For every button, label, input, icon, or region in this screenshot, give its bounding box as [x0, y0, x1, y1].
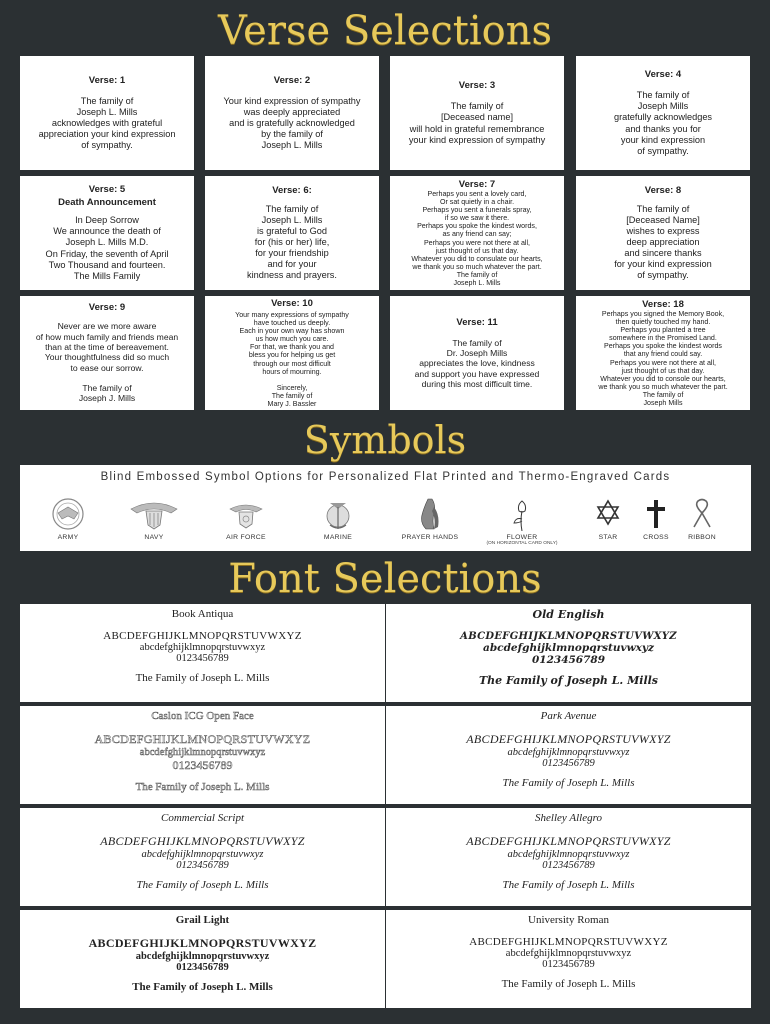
- font-card-university-roman[interactable]: [386, 910, 751, 1008]
- symbol-label: AIR FORCE: [226, 534, 266, 541]
- verse-title: Verse: 4: [644, 69, 682, 81]
- font-digits: 0123456789: [542, 959, 595, 970]
- font-name: Caslon ICG Open Face: [151, 710, 254, 722]
- symbol-label: PRAYER HANDS: [401, 534, 459, 541]
- font-selections-title: Font Selections: [228, 556, 542, 602]
- flower-icon: [502, 497, 542, 531]
- font-sample: The Family of Joseph L. Mills: [502, 879, 635, 891]
- font-name: Book Antiqua: [171, 608, 234, 620]
- verse-card-5[interactable]: [20, 176, 194, 290]
- font-digits: 0123456789: [531, 654, 606, 666]
- symbol-note: (ON HORIZONTAL CARD ONLY): [486, 541, 558, 546]
- symbol-marine[interactable]: [298, 497, 378, 541]
- symbol-label: MARINE: [323, 534, 353, 541]
- verse-card-6[interactable]: [205, 176, 379, 290]
- verse-title: Verse: 6:: [272, 184, 312, 196]
- font-name: Commercial Script: [161, 812, 244, 824]
- symbol-label: STAR: [598, 534, 618, 541]
- verse-body: The family of Joseph L. Mills is grateful to God for (his or her) life, for your friendship and for your kindness and prayers.: [247, 203, 337, 281]
- font-sample: The Family of Joseph L. Mills: [502, 777, 635, 789]
- font-card-commercial-script[interactable]: [20, 808, 385, 906]
- verse-card-2[interactable]: [205, 56, 379, 170]
- verse-card-3[interactable]: [390, 56, 564, 170]
- font-name: Shelley Allegro: [535, 812, 602, 824]
- font-card-caslon-open-face[interactable]: [20, 706, 385, 804]
- verse-card-18[interactable]: [576, 296, 750, 410]
- font-sample: The Family of Joseph L. Mills: [501, 978, 636, 990]
- verse-title: Verse: 10: [271, 297, 313, 309]
- verse-title: Verse: 8: [644, 184, 682, 196]
- verse-card-7[interactable]: [390, 176, 564, 290]
- verse-title: Verse: 5: [88, 184, 126, 196]
- verse-body: Your many expressions of sympathy have touched us deeply. Each in your own way has shown us how much you care. For that, we thank you and bless you for helping us get through our most difficult hours of mourning. Sincerely, The family of Mary J. Bassler: [235, 310, 349, 409]
- font-uppercase: ABCDEFGHIJKLMNOPQRSTUVWXYZ: [460, 631, 677, 642]
- font-digits: 0123456789: [176, 962, 229, 973]
- font-sample: The Family of Joseph L. Mills: [478, 674, 658, 687]
- font-uppercase: ABCDEFGHIJKLMNOPQRSTUVWXYZ: [466, 834, 671, 848]
- font-card-grail-light[interactable]: [20, 910, 385, 1008]
- font-lowercase: abcdefghijklmnopqrstuvwxyz: [483, 642, 654, 654]
- symbol-label: RIBBON: [688, 534, 716, 541]
- verse-body: Perhaps you signed the Memory Book, then quietly touched my hand. Perhaps you planted a tree somewhere in the Promised Land. Perhaps you spoke the kindest words that any friend could say. Perhaps you were not there at all, just thought of us that day. Whatever you did to console our hearts, we thank you so much whatever the part. The family of Joseph Mills: [598, 309, 728, 408]
- verse-title: Verse: 3: [458, 80, 496, 92]
- prayer-hands-icon: [410, 497, 450, 531]
- font-uppercase: ABCDEFGHIJKLMNOPQRSTUVWXYZ: [100, 834, 305, 848]
- font-name: Old English: [532, 608, 605, 621]
- font-digits: 0123456789: [172, 758, 233, 772]
- verse-subtitle: Death Announcement: [58, 197, 156, 209]
- marine-emblem-icon: [318, 497, 358, 531]
- font-card-park-avenue[interactable]: [386, 706, 751, 804]
- verse-card-1[interactable]: [20, 56, 194, 170]
- font-digits: 0123456789: [176, 653, 229, 664]
- verse-title: Verse: 18: [642, 298, 684, 310]
- font-digits: 0123456789: [542, 758, 595, 769]
- symbol-air-force[interactable]: [206, 497, 286, 541]
- verse-card-8[interactable]: [576, 176, 750, 290]
- symbol-prayer-hands[interactable]: [390, 497, 470, 541]
- font-card-old-english[interactable]: [386, 604, 751, 702]
- font-sample: The Family of Joseph L. Mills: [135, 781, 270, 793]
- font-digits: 0123456789: [176, 860, 229, 871]
- symbol-ribbon[interactable]: [662, 497, 742, 541]
- symbol-label: NAVY: [144, 534, 164, 541]
- font-uppercase: ABCDEFGHIJKLMNOPQRSTUVWXYZ: [103, 630, 302, 642]
- verse-title: Verse: 1: [88, 74, 126, 86]
- navy-seal-icon: [127, 497, 181, 531]
- verse-selections-title: Verse Selections: [217, 8, 553, 54]
- font-sample: The Family of Joseph L. Mills: [136, 879, 269, 891]
- verse-body: Never are we more aware of how much family and friends mean than at the time of bereavement. Your thoughtfulness did so much to ease our sorrow. The family of Joseph J. Mills: [35, 321, 179, 404]
- verse-card-10[interactable]: [205, 296, 379, 410]
- verse-body: The family of Joseph Mills gratefully acknowledges and thanks you for your kind expression of sympathy.: [613, 90, 713, 156]
- font-sample: The Family of Joseph L. Mills: [132, 981, 273, 993]
- verse-body: The family of Joseph L. Mills acknowledges with grateful appreciation your kind expression of sympathy.: [38, 95, 176, 151]
- font-digits: 0123456789: [542, 860, 595, 871]
- verse-body: The family of [Deceased Name] wishes to express deep appreciation and sincere thanks for your kind expression of sympathy.: [614, 203, 712, 281]
- font-name: Grail Light: [175, 914, 230, 926]
- verse-card-9[interactable]: [20, 296, 194, 410]
- verse-title: Verse: 11: [456, 316, 498, 328]
- army-seal-icon: [48, 497, 88, 531]
- font-lowercase: abcdefghijklmnopqrstuvwxyz: [505, 948, 632, 959]
- font-name: Park Avenue: [540, 710, 597, 722]
- verse-title: Verse: 2: [273, 74, 311, 86]
- ribbon-icon: [682, 497, 722, 531]
- symbols-panel: [20, 465, 751, 551]
- symbols-title: Symbols: [303, 418, 467, 462]
- symbol-label: ARMY: [57, 534, 79, 541]
- verse-card-4[interactable]: [576, 56, 750, 170]
- font-lowercase: abcdefghijklmnopqrstuvwxyz: [507, 747, 630, 758]
- verse-body: The family of [Deceased name] will hold in grateful remembrance your kind expression of sympathy: [408, 101, 546, 145]
- font-uppercase: ABCDEFGHIJKLMNOPQRSTUVWXYZ: [469, 936, 668, 948]
- font-uppercase: ABCDEFGHIJKLMNOPQRSTUVWXYZ: [466, 732, 671, 746]
- font-lowercase: abcdefghijklmnopqrstuvwxyz: [507, 849, 630, 860]
- verse-body: Your kind expression of sympathy was deeply appreciated and is gratefully acknowledged by the family of Joseph L. Mills: [223, 95, 361, 151]
- symbol-label: FLOWER: [506, 534, 538, 541]
- symbols-header: Blind Embossed Symbol Options for Personalized Flat Printed and Thermo-Engraved Cards: [100, 471, 671, 483]
- font-card-shelley-allegro[interactable]: [386, 808, 751, 906]
- font-lowercase: abcdefghijklmnopqrstuvwxyz: [141, 849, 264, 860]
- font-name: University Roman: [528, 914, 609, 926]
- font-sample: The Family of Joseph L. Mills: [135, 672, 270, 684]
- verse-title: Verse: 9: [88, 302, 126, 314]
- symbol-navy[interactable]: [114, 497, 194, 541]
- verse-body: The family of Dr. Joseph Mills appreciates the love, kindness and support you have expressed during this most difficult time.: [414, 337, 540, 389]
- verse-card-11[interactable]: [390, 296, 564, 410]
- air-force-seal-icon: [226, 497, 266, 531]
- symbol-flower[interactable]: [482, 497, 562, 546]
- font-uppercase: ABCDEFGHIJKLMNOPQRSTUVWXYZ: [88, 936, 317, 950]
- font-uppercase: ABCDEFGHIJKLMNOPQRSTUVWXYZ: [94, 732, 311, 746]
- font-card-book-antiqua[interactable]: [20, 604, 385, 702]
- symbol-label: CROSS: [643, 534, 669, 541]
- font-lowercase: abcdefghijklmnopqrstuvwxyz: [139, 747, 266, 758]
- verse-body: In Deep Sorrow We announce the death of Joseph L. Mills M.D. On Friday, the seventh of April Two Thousand and fourteen. The Mills Family: [45, 215, 169, 281]
- font-lowercase: abcdefghijklmnopqrstuvwxyz: [135, 951, 270, 962]
- verse-body: Perhaps you sent a lovely card, Or sat quietly in a chair. Perhaps you sent a funerals spray, if so we saw it there. Perhaps you spoke the kindest words, as any friend can say; Perhaps you were not there at all, just thought of us that day. Whatever you did to consulate our hearts, we thank you so much whatever the part. The family of Joseph L. Mills: [411, 189, 543, 288]
- symbol-army[interactable]: [28, 497, 108, 541]
- font-lowercase: abcdefghijklmnopqrstuvwxyz: [139, 642, 266, 653]
- verse-title: Verse: 7: [458, 178, 496, 190]
